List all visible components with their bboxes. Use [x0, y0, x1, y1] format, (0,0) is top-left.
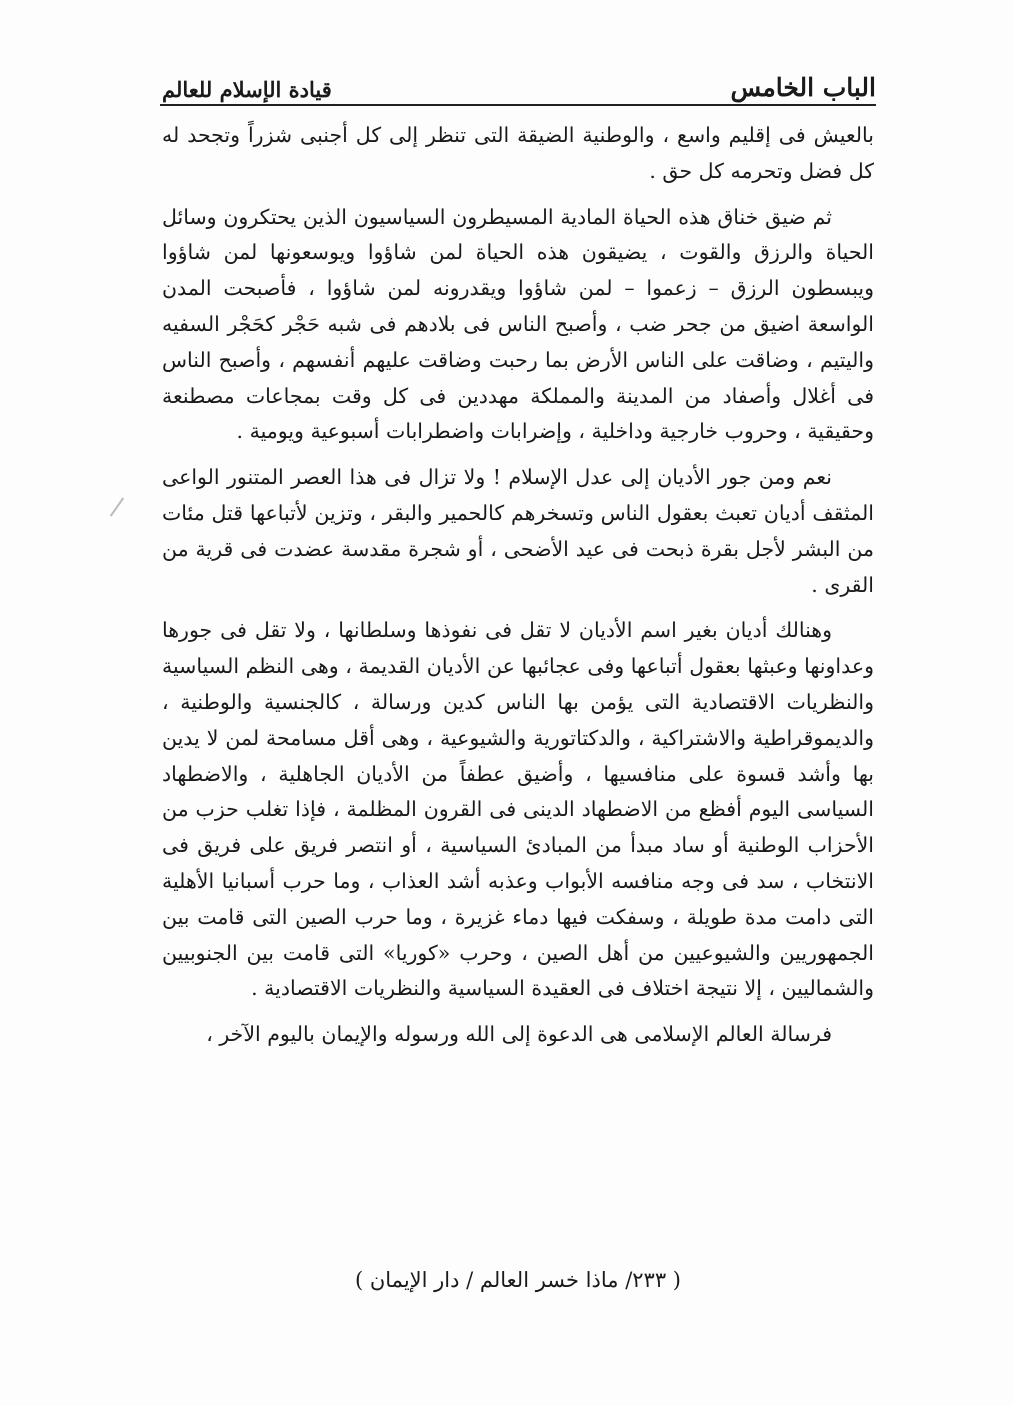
book-title: قيادة الإسلام للعالم — [162, 77, 332, 102]
paragraph-5: فرسالة العالم الإسلامى هى الدعوة إلى الله ورسوله والإيمان باليوم الآخر ، — [206, 1022, 832, 1047]
chapter-label: الباب الخامس — [730, 73, 876, 102]
header-rule — [160, 104, 876, 106]
paragraph-1: بالعيش فى إقليم واسع ، والوطنية الضيقة التى تنظر إلى كل أجنبى شزراً وتجحد له كل فضل وتحرمه كل حق . — [162, 123, 874, 183]
paragraph-2: ثم ضيق خناق هذه الحياة المادية المسيطرون السياسيون الذين يحتكرون وسائل الحياة والرزق والقوت ، يضيقون هذه الحياة لمن شاؤوا ويوسعونها لمن شاؤوا ويبسطون الرزق – زعموا – لمن شاؤوا ويقدرونه لمن شاؤوا ، فأصبحت المدن الواسعة اضيق من جحر ضب ، وأصبح الناس فى بلادهم فى شبه حَجْر كحَجْر السفيه واليتيم ، وضاقت على الناس الأرض بما رحبت وضاقت عليهم أنفسهم ، وأصبح الناس فى أغلال وأصفاد من المدينة والمملكة مهددين فى كل وقت بمجاعات مصطنعة وحقيقية ، وحروب خارجية وداخلية ، وإضرابات واضطرابات أسبوعية ويومية . — [162, 204, 874, 444]
body-text — [162, 118, 874, 1053]
paragraph-4: وهنالك أديان بغير اسم الأديان لا تقل فى نفوذها وسلطانها ، ولا تقل فى جورها وعداونها وعبثها بعقول أتباعها وفى عجائبها عن الأديان القديمة ، وهى النظم السياسية والنظريات الاقتصادية التى يؤمن بها الناس كدين ورسالة ، كالجنسية والوطنية ، والديموقراطية والاشتراكية ، والدكتاتورية والشيوعية ، وهى أقل مسامحة لمن لا يدين بها وأشد قسوة على منافسيها ، وأضيق عطفاً من الأديان الجاهلية ، والاضطهاد السياسى اليوم أفظع من الاضطهاد الدينى فى القرون المظلمة ، فإذا تغلب حزب من الأحزاب الوطنية أو ساد مبدأ من المبادئ السياسية ، أو انتصر فريق على فريق فى الانتخاب ، سد فى وجه منافسه الأبواب وعذبه أشد العذاب ، وما حرب أسبانيا الأهلية التى دامت مدة طويلة ، وسفكت فيها دماء غزيرة ، وما حرب الصين التى قامت بين الجمهوريين والشيوعيين من أهل الصين ، وحرب «كوريا» التى قامت بين الجنوبيين والشماليين ، إلا نتيجة اختلاف فى العقيدة السياسية والنظريات الاقتصادية . — [162, 618, 874, 1001]
scan-mark — [110, 497, 124, 516]
paragraph-3: نعم ومن جور الأديان إلى عدل الإسلام ! ولا تزال فى هذا العصر المتنور الواعى المثقف أديان تعبث بعقول الناس وتسخرهم كالحمير والبقر ، وتزين لأتباعها قتل مئات من البشر لأجل بقرة ذبحت فى عيد الأضحى ، أو شجرة مقدسة عضدت فى قرية من القرى . — [162, 465, 874, 597]
page-footer: ( ٢٣٣/ ماذا خسر العالم / دار الإيمان ) — [354, 1268, 681, 1292]
running-header — [162, 62, 876, 102]
